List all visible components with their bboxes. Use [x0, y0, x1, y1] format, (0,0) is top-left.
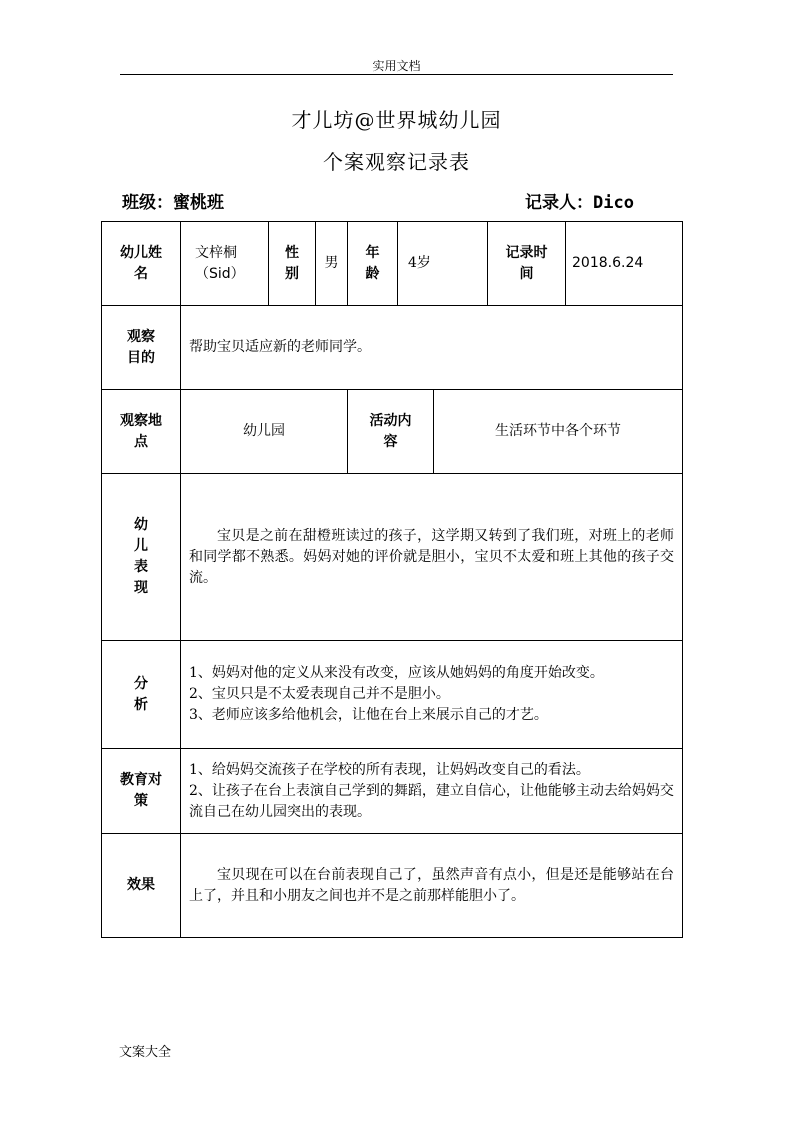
form-title: 个案观察记录表	[323, 150, 470, 174]
purpose-label: 观察 目的	[102, 306, 181, 390]
analysis-item: 2、宝贝只是不太爱表现自己并不是胆小。	[189, 686, 450, 702]
date-label: 记录时 间	[488, 222, 566, 306]
effect-row	[102, 834, 683, 938]
child-name-en: （Sid）	[195, 265, 245, 282]
performance-label: 幼 儿 表 现	[102, 474, 181, 641]
age-value: 4岁	[398, 222, 488, 306]
page-footer: 文案大全	[119, 1045, 172, 1060]
analysis-row	[102, 641, 683, 749]
observation-table	[101, 221, 683, 938]
recorder-label: 记录人：	[525, 193, 593, 213]
gender-value: 男	[316, 222, 348, 306]
strategy-label: 教育对 策	[102, 749, 181, 834]
strategy-item: 1、给妈妈交流孩子在学校的所有表现，让妈妈改变自己的看法。	[189, 761, 590, 778]
gender-label: 性 别	[269, 222, 316, 306]
strategy-list	[181, 749, 683, 834]
age-label: 年 龄	[348, 222, 398, 306]
school-title: 才儿坊@世界城幼儿园	[291, 108, 502, 132]
class-field	[122, 188, 224, 213]
analysis-list	[181, 641, 683, 749]
class-label: 班级：	[122, 193, 173, 213]
child-name-value: 文梓桐	[195, 244, 237, 261]
recorder-value: Dico	[593, 193, 634, 213]
purpose-text: 帮助宝贝适应新的老师同学。	[181, 306, 683, 390]
analysis-item: 1、妈妈对他的定义从来没有改变，应该从她妈妈的角度开始改变。	[189, 665, 604, 681]
purpose-row	[102, 306, 683, 390]
analysis-item: 3、老师应该多给他机会，让他在台上来展示自己的才艺。	[189, 707, 548, 723]
strategy-item: 2、让孩子在台上表演自己学到的舞蹈，建立自信心，让他能够主动去给妈妈交流自己在幼儿园突出的表现。	[189, 782, 674, 820]
class-value: 蜜桃班	[173, 193, 224, 213]
strategy-row	[102, 749, 683, 834]
performance-text: 宝贝是之前在甜橙班读过的孩子，这学期又转到了我们班，对班上的老师和同学都不熟悉。妈妈对她的评价就是胆小，宝贝不太爱和班上其他的孩子交流。	[181, 474, 683, 641]
child-name-cell	[181, 222, 269, 306]
recorder-field	[525, 188, 634, 213]
effect-label: 效果	[102, 834, 181, 938]
location-row	[102, 390, 683, 474]
date-value: 2018.6.24	[566, 222, 683, 306]
basic-info-row	[102, 222, 683, 306]
effect-text: 宝贝现在可以在台前表现自己了，虽然声音有点小，但是还是能够站在台上了，并且和小朋友之间也并不是之前那样能胆小了。	[181, 834, 683, 938]
performance-row	[102, 474, 683, 641]
analysis-label: 分 析	[102, 641, 181, 749]
child-name-label: 幼儿姓 名	[102, 222, 181, 306]
activity-value: 生活环节中各个环节	[434, 390, 683, 474]
location-label: 观察地 点	[102, 390, 181, 474]
page-header: 实用文档	[372, 59, 421, 73]
activity-label: 活动内 容	[348, 390, 434, 474]
header-divider	[120, 74, 673, 75]
location-value: 幼儿园	[181, 390, 348, 474]
